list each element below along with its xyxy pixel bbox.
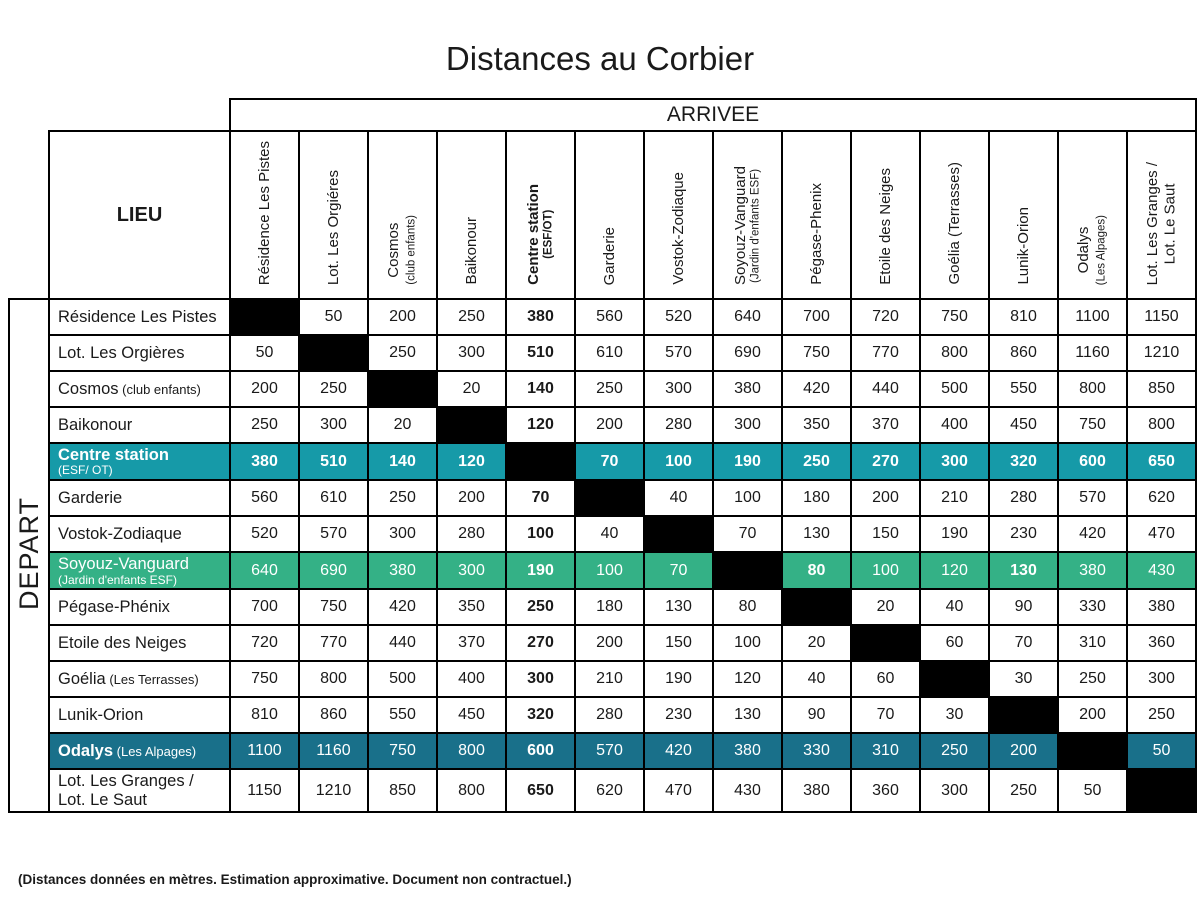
distance-cell: 470 <box>644 769 713 812</box>
distance-cell: 450 <box>437 697 506 733</box>
distance-cell: 750 <box>368 733 437 769</box>
distance-cell: 50 <box>1127 733 1196 769</box>
distance-cell: 850 <box>1127 371 1196 407</box>
distance-cell: 270 <box>851 443 920 480</box>
distance-cell: 140 <box>368 443 437 480</box>
col-header-label: Pégase-Phenix <box>807 183 825 285</box>
distance-cell: 700 <box>782 299 851 335</box>
distance-cell: 80 <box>713 589 782 625</box>
distance-cell: 690 <box>299 552 368 589</box>
lieu-header: LIEU <box>49 131 230 299</box>
diagonal-cell <box>368 371 437 407</box>
distance-cell: 750 <box>920 299 989 335</box>
distance-cell: 210 <box>920 480 989 516</box>
distance-cell: 250 <box>989 769 1058 812</box>
distance-cell: 750 <box>230 661 299 697</box>
row-label-sub: (Les Terrasses) <box>105 671 199 687</box>
distance-cell: 610 <box>575 335 644 371</box>
distance-cell: 310 <box>851 733 920 769</box>
distance-cell: 570 <box>575 733 644 769</box>
distance-cell: 600 <box>1058 443 1127 480</box>
distance-cell: 300 <box>437 552 506 589</box>
row-label <box>49 371 230 407</box>
distance-cell: 100 <box>713 625 782 661</box>
row-label-sub: Lot. Le Saut <box>58 790 147 809</box>
distance-cell: 250 <box>230 407 299 443</box>
distance-cell: 40 <box>575 516 644 552</box>
distance-cell: 120 <box>506 407 575 443</box>
distance-cell: 430 <box>713 769 782 812</box>
distance-table <box>8 98 1197 813</box>
footer-note: (Distances données en mètres. Estimation approximative. Document non contractuel.) <box>18 872 572 887</box>
col-header <box>230 131 299 299</box>
distance-cell: 650 <box>506 769 575 812</box>
distance-cell: 380 <box>230 443 299 480</box>
distance-cell: 800 <box>920 335 989 371</box>
col-header <box>920 131 989 299</box>
diagonal-cell <box>644 516 713 552</box>
distance-cell: 420 <box>368 589 437 625</box>
distance-cell: 300 <box>1127 661 1196 697</box>
row-label-main: Odalys <box>58 741 114 760</box>
distance-cell: 280 <box>575 697 644 733</box>
distance-cell: 420 <box>1058 516 1127 552</box>
distance-cell: 380 <box>1127 589 1196 625</box>
distance-cell: 750 <box>299 589 368 625</box>
distance-cell: 640 <box>713 299 782 335</box>
col-header <box>989 131 1058 299</box>
distance-cell: 330 <box>782 733 851 769</box>
distance-cell: 50 <box>230 335 299 371</box>
distance-cell: 770 <box>851 335 920 371</box>
distance-cell: 420 <box>782 371 851 407</box>
col-header <box>1058 131 1127 299</box>
diagonal-cell <box>437 407 506 443</box>
col-header-label: Cosmos (club enfants) <box>384 215 418 285</box>
col-header-label: Lot. Les Orgiéres <box>324 169 342 285</box>
row-label-main: Baikonour <box>58 415 133 434</box>
distance-cell: 380 <box>1058 552 1127 589</box>
distance-cell: 690 <box>713 335 782 371</box>
distance-cell: 200 <box>1058 697 1127 733</box>
distance-cell: 300 <box>713 407 782 443</box>
distance-cell: 130 <box>713 697 782 733</box>
distance-cell: 750 <box>1058 407 1127 443</box>
distance-cell: 850 <box>368 769 437 812</box>
distance-cell: 400 <box>437 661 506 697</box>
distance-cell: 470 <box>1127 516 1196 552</box>
row-label-sub: (Jardin d'enfants ESF) <box>58 572 178 587</box>
distance-cell: 810 <box>230 697 299 733</box>
distance-cell: 720 <box>851 299 920 335</box>
distance-cell: 420 <box>644 733 713 769</box>
distance-cell: 440 <box>851 371 920 407</box>
col-header <box>713 131 782 299</box>
distance-cell: 800 <box>437 769 506 812</box>
col-header <box>644 131 713 299</box>
distance-cell: 280 <box>437 516 506 552</box>
depart-header-label: DEPART <box>13 496 44 610</box>
distance-cell: 600 <box>506 733 575 769</box>
row-label-main: Garderie <box>58 488 123 507</box>
distance-cell: 800 <box>299 661 368 697</box>
distance-cell: 620 <box>575 769 644 812</box>
col-header <box>851 131 920 299</box>
distance-cell: 560 <box>575 299 644 335</box>
distance-cell: 140 <box>506 371 575 407</box>
distance-cell: 190 <box>713 443 782 480</box>
diagonal-cell <box>989 697 1058 733</box>
diagonal-cell <box>506 443 575 480</box>
distance-cell: 190 <box>644 661 713 697</box>
distance-cell: 1210 <box>1127 335 1196 371</box>
row-label-main: Etoile des Neiges <box>58 633 187 652</box>
distance-cell: 100 <box>575 552 644 589</box>
row-label-sub: (ESF/ OT) <box>58 463 113 478</box>
col-header-label: Lot. Les Granges / Lot. Le Saut <box>1143 161 1179 285</box>
distance-cell: 90 <box>989 589 1058 625</box>
distance-cell: 770 <box>299 625 368 661</box>
distance-cell: 650 <box>1127 443 1196 480</box>
col-header-label: Garderie <box>600 226 618 285</box>
distance-cell: 350 <box>437 589 506 625</box>
distance-cell: 90 <box>782 697 851 733</box>
distance-cell: 380 <box>713 733 782 769</box>
col-header-label: Centre station (ESF/OT) <box>524 184 555 285</box>
distance-cell: 180 <box>575 589 644 625</box>
row-label <box>49 299 230 335</box>
col-header <box>575 131 644 299</box>
col-header-label: Etoile des Neiges <box>876 168 894 285</box>
distance-cell: 800 <box>437 733 506 769</box>
col-header <box>299 131 368 299</box>
distance-cell: 250 <box>1127 697 1196 733</box>
distance-cell: 270 <box>506 625 575 661</box>
distance-cell: 300 <box>644 371 713 407</box>
row-label-main: Centre station <box>58 446 169 464</box>
distance-cell: 550 <box>989 371 1058 407</box>
distance-cell: 190 <box>506 552 575 589</box>
col-header-label: Lunik-Orion <box>1014 207 1032 285</box>
distance-cell: 810 <box>989 299 1058 335</box>
distance-cell: 50 <box>299 299 368 335</box>
distance-cell: 60 <box>920 625 989 661</box>
distance-cell: 860 <box>299 697 368 733</box>
distance-cell: 1100 <box>1058 299 1127 335</box>
distance-cell: 360 <box>851 769 920 812</box>
distance-cell: 130 <box>782 516 851 552</box>
distance-cell: 250 <box>782 443 851 480</box>
distance-cell: 1210 <box>299 769 368 812</box>
distance-cell: 1160 <box>299 733 368 769</box>
distance-cell: 250 <box>368 480 437 516</box>
distance-cell: 100 <box>713 480 782 516</box>
distance-cell: 1160 <box>1058 335 1127 371</box>
distance-cell: 500 <box>368 661 437 697</box>
distance-cell: 50 <box>1058 769 1127 812</box>
distance-cell: 700 <box>230 589 299 625</box>
distance-cell: 70 <box>851 697 920 733</box>
distance-cell: 200 <box>437 480 506 516</box>
col-header-label: Baikonour <box>462 217 480 285</box>
distance-cell: 100 <box>644 443 713 480</box>
distance-cell: 1150 <box>1127 299 1196 335</box>
distance-cell: 150 <box>851 516 920 552</box>
distance-cell: 250 <box>1058 661 1127 697</box>
distance-cell: 380 <box>506 299 575 335</box>
row-label-main: Lot. Les Granges / <box>58 772 194 791</box>
row-label-main: Cosmos <box>58 379 119 398</box>
distance-cell: 200 <box>575 625 644 661</box>
diagonal-cell <box>1058 733 1127 769</box>
distance-cell: 210 <box>575 661 644 697</box>
distance-cell: 200 <box>575 407 644 443</box>
corner-spacer <box>9 131 49 299</box>
distance-cell: 70 <box>575 443 644 480</box>
col-header <box>368 131 437 299</box>
distance-cell: 20 <box>782 625 851 661</box>
diagonal-cell <box>575 480 644 516</box>
row-label <box>49 443 230 480</box>
row-label-sub: (club enfants) <box>118 381 201 397</box>
arrivee-header: ARRIVEE <box>230 99 1196 131</box>
distance-cell: 330 <box>1058 589 1127 625</box>
distance-cell: 610 <box>299 480 368 516</box>
distance-cell: 440 <box>368 625 437 661</box>
diagonal-cell <box>1127 769 1196 812</box>
distance-cell: 500 <box>920 371 989 407</box>
col-header-label: Soyouz-Vanguard (Jardin d'enfants ESF) <box>731 166 762 285</box>
distance-cell: 520 <box>644 299 713 335</box>
distance-cell: 130 <box>644 589 713 625</box>
col-header <box>437 131 506 299</box>
row-label <box>49 733 230 769</box>
distance-cell: 510 <box>506 335 575 371</box>
distance-cell: 250 <box>299 371 368 407</box>
distance-cell: 310 <box>1058 625 1127 661</box>
diagonal-cell <box>230 299 299 335</box>
distance-cell: 70 <box>989 625 1058 661</box>
row-label <box>49 697 230 733</box>
distance-cell: 70 <box>506 480 575 516</box>
distance-cell: 620 <box>1127 480 1196 516</box>
distance-cell: 300 <box>299 407 368 443</box>
distance-cell: 230 <box>644 697 713 733</box>
distance-cell: 380 <box>782 769 851 812</box>
distance-cell: 120 <box>713 661 782 697</box>
distance-cell: 300 <box>920 769 989 812</box>
row-label <box>49 480 230 516</box>
distance-cell: 60 <box>851 661 920 697</box>
distance-cell: 70 <box>713 516 782 552</box>
distance-cell: 370 <box>851 407 920 443</box>
distance-cell: 300 <box>368 516 437 552</box>
row-label-main: Lunik-Orion <box>58 705 144 724</box>
page-title: Distances au Corbier <box>445 40 755 77</box>
distance-cell: 40 <box>644 480 713 516</box>
distance-cell: 550 <box>368 697 437 733</box>
distance-cell: 510 <box>299 443 368 480</box>
distance-cell: 720 <box>230 625 299 661</box>
distance-cell: 860 <box>989 335 1058 371</box>
row-label <box>49 407 230 443</box>
distance-cell: 200 <box>989 733 1058 769</box>
row-label-main: Soyouz-Vanguard <box>58 555 189 574</box>
distance-cell: 200 <box>368 299 437 335</box>
row-label <box>49 552 230 589</box>
distance-cell: 250 <box>368 335 437 371</box>
col-header <box>782 131 851 299</box>
row-label <box>49 625 230 661</box>
distance-cell: 450 <box>989 407 1058 443</box>
distance-cell: 800 <box>1127 407 1196 443</box>
diagonal-cell <box>782 589 851 625</box>
distance-cell: 150 <box>644 625 713 661</box>
distance-cell: 300 <box>437 335 506 371</box>
distance-cell: 20 <box>368 407 437 443</box>
distance-cell: 300 <box>506 661 575 697</box>
distance-cell: 130 <box>989 552 1058 589</box>
distance-cell: 190 <box>920 516 989 552</box>
distance-cell: 560 <box>230 480 299 516</box>
distance-cell: 300 <box>920 443 989 480</box>
col-header-label: Résidence Les Pistes <box>255 140 273 285</box>
distance-cell: 570 <box>644 335 713 371</box>
distance-cell: 120 <box>437 443 506 480</box>
col-header-label: Vostok-Zodiaque <box>669 172 687 285</box>
distance-cell: 280 <box>644 407 713 443</box>
corner-spacer <box>9 99 230 131</box>
row-label <box>49 335 230 371</box>
distance-cell: 40 <box>920 589 989 625</box>
distance-cell: 350 <box>782 407 851 443</box>
row-label-main: Lot. Les Orgières <box>58 343 185 362</box>
distance-cell: 320 <box>989 443 1058 480</box>
row-label-main: Vostok-Zodiaque <box>58 524 182 543</box>
distance-cell: 100 <box>506 516 575 552</box>
diagonal-cell <box>920 661 989 697</box>
distance-cell: 200 <box>230 371 299 407</box>
col-header <box>1127 131 1196 299</box>
distance-cell: 80 <box>782 552 851 589</box>
diagonal-cell <box>713 552 782 589</box>
row-label-main: Pégase-Phénix <box>58 597 170 616</box>
distance-cell: 800 <box>1058 371 1127 407</box>
distance-cell: 40 <box>782 661 851 697</box>
distance-cell: 100 <box>851 552 920 589</box>
distance-cell: 360 <box>1127 625 1196 661</box>
distance-cell: 30 <box>989 661 1058 697</box>
row-label-sub: (Les Alpages) <box>113 743 197 759</box>
distance-cell: 380 <box>368 552 437 589</box>
distance-cell: 250 <box>575 371 644 407</box>
distance-cell: 1150 <box>230 769 299 812</box>
distance-cell: 570 <box>299 516 368 552</box>
distance-cell: 320 <box>506 697 575 733</box>
distance-cell: 70 <box>644 552 713 589</box>
distance-cell: 370 <box>437 625 506 661</box>
row-label-main: Résidence Les Pistes <box>58 307 217 326</box>
row-label <box>49 516 230 552</box>
row-label <box>49 589 230 625</box>
distance-cell: 20 <box>851 589 920 625</box>
col-header-label: Odalys (Les Alpages) <box>1074 214 1108 285</box>
depart-header <box>9 299 49 812</box>
distance-cell: 250 <box>920 733 989 769</box>
col-header <box>506 131 575 299</box>
distance-cell: 1100 <box>230 733 299 769</box>
distance-cell: 570 <box>1058 480 1127 516</box>
distance-cell: 180 <box>782 480 851 516</box>
col-header-label: Goélia (Terrasses) <box>945 162 963 285</box>
distance-cell: 120 <box>920 552 989 589</box>
distance-cell: 230 <box>989 516 1058 552</box>
distance-cell: 30 <box>920 697 989 733</box>
row-label <box>49 769 230 812</box>
distance-cell: 750 <box>782 335 851 371</box>
distance-cell: 20 <box>437 371 506 407</box>
diagonal-cell <box>299 335 368 371</box>
distance-cell: 200 <box>851 480 920 516</box>
row-label <box>49 661 230 697</box>
distance-cell: 250 <box>506 589 575 625</box>
distance-cell: 520 <box>230 516 299 552</box>
distance-cell: 280 <box>989 480 1058 516</box>
distance-cell: 250 <box>437 299 506 335</box>
distance-cell: 380 <box>713 371 782 407</box>
distance-cell: 430 <box>1127 552 1196 589</box>
row-label-main: Goélia <box>58 669 106 688</box>
distance-cell: 640 <box>230 552 299 589</box>
distance-cell: 400 <box>920 407 989 443</box>
diagonal-cell <box>851 625 920 661</box>
